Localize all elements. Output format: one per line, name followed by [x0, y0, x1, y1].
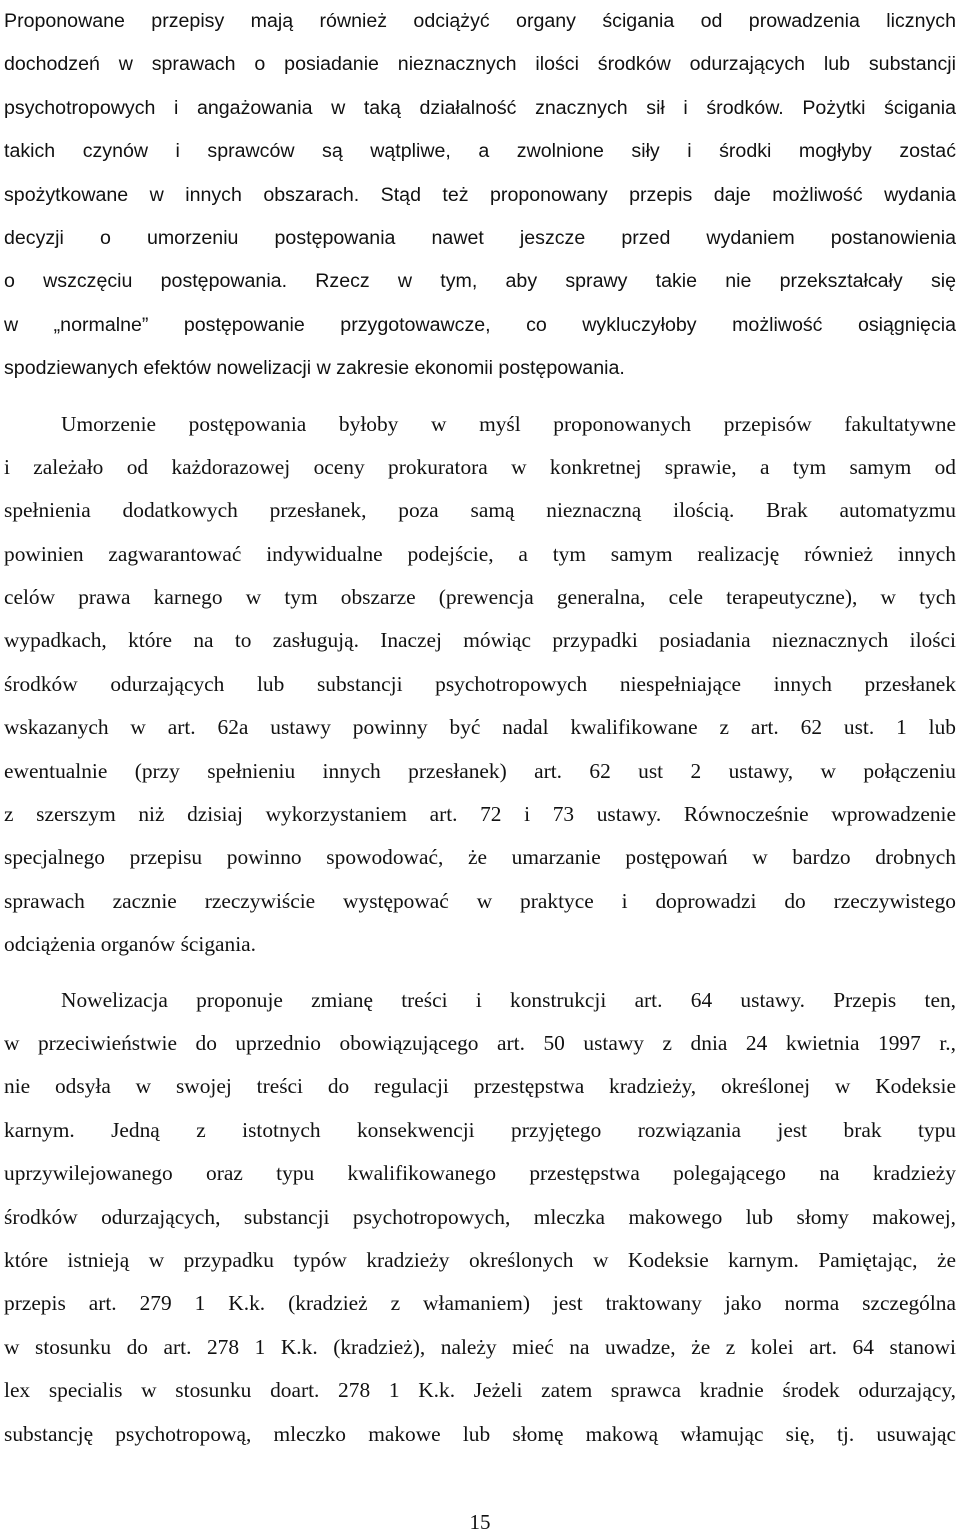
text-line: w stosunku do art. 278 1 K.k. (kradzież), należy mieć na uwadze, że z kolei art. 64 stanowi: [4, 1334, 956, 1359]
text-line: wskazanych w art. 62a ustawy powinny być nadal kwalifikowane z art. 62 ust. 1 lub: [4, 715, 956, 740]
text-line: takich czynów i sprawców są wątpliwe, a zwolnione siły i środki mogłyby zostać: [4, 140, 956, 163]
paragraph-2: [4, 403, 956, 967]
text-line: w przeciwieństwie do uprzednio obowiązującego art. 50 ustawy z dnia 24 kwietnia 1997 r.,: [4, 1030, 956, 1055]
text-line: Umorzenie postępowania byłoby w myśl proponowanych przepisów fakultatywne: [61, 411, 956, 436]
text-line: substancję psychotropową, mleczko makowe lub słomę makową włamując się, tj. usuwając: [4, 1421, 956, 1446]
text-line: specjalnego przepisu powinno spowodować, że umarzanie postępowań w bardzo drobnych: [4, 845, 956, 870]
text-line: spożytkowane w innych obszarach. Stąd też proponowany przepis daje możliwość wydania: [4, 183, 956, 206]
text-line: i zależało od każdorazowej oceny prokuratora w konkretnej sprawie, a tym samym od: [4, 454, 956, 479]
text-line: karnym. Jedną z istotnych konsekwencji przyjętego rozwiązania jest brak typu: [4, 1117, 956, 1142]
text-line: wypadkach, które na to zasługują. Inaczej mówiąc przypadki posiadania nieznacznych ilości: [4, 628, 956, 653]
page-number: 15: [469, 1510, 491, 1534]
text-line: celów prawa karnego w tym obszarze (prewencja generalna, cele terapeutyczne), w tych: [4, 585, 956, 610]
text-line: które istnieją w przypadku typów kradzieży określonych w Kodeksie karnym. Pamiętając, że: [4, 1247, 956, 1272]
text-line: dochodzeń w sprawach o posiadanie nieznacznych ilości środków odurzających lub substancji: [4, 53, 956, 76]
document-body: [4, 0, 956, 1456]
text-line: o wszczęciu postępowania. Rzecz w tym, aby sprawy takie nie przekształcały się: [4, 270, 956, 293]
text-line: ewentualnie (przy spełnieniu innych przesłanek) art. 62 ust 2 ustawy, w połączeniu: [4, 758, 956, 783]
text-line: Proponowane przepisy mają również odciążyć organy ścigania od prowadzenia licznych: [4, 10, 956, 32]
text-line: przepis art. 279 1 K.k. (kradzież z włamaniem) jest traktowany jako norma szczególna: [4, 1291, 956, 1316]
text-line: odciążenia organów ścigania.: [4, 932, 257, 957]
text-line: środków odurzających lub substancji psychotropowych niespełniające innych przesłanek: [4, 671, 956, 696]
text-line: psychotropowych i angażowania w taką działalność znacznych sił i środków. Pożytki ścigania: [4, 96, 956, 119]
paragraph-3: [4, 979, 956, 1456]
text-line: lex specialis w stosunku doart. 278 1 K.k. Jeżeli zatem sprawca kradnie środek odurzający,: [4, 1378, 956, 1403]
text-line: spełnienia dodatkowych przesłanek, poza samą nieznaczną ilością. Brak automatyzmu: [4, 498, 956, 523]
text-line: powinien zagwarantować indywidualne podejście, a tym samym realizację również innych: [4, 541, 956, 566]
text-line: nie odsyła w swojej treści do regulacji przestępstwa kradzieży, określonej w Kodeksie: [4, 1074, 956, 1099]
paragraph-1: [4, 0, 956, 391]
text-line: decyzji o umorzeniu postępowania nawet jeszcze przed wydaniem postanowienia: [4, 226, 956, 249]
text-line: środków odurzających, substancji psychotropowych, mleczka makowego lub słomy makowej,: [4, 1204, 956, 1229]
paragraph-gap: [4, 967, 956, 979]
text-line: uprzywilejowanego oraz typu kwalifikowanego przestępstwa polegającego na kradzieży: [4, 1161, 956, 1186]
text-line: z szerszym niż dzisiaj wykorzystaniem art. 72 i 73 ustawy. Równocześnie wprowadzenie: [4, 802, 956, 827]
text-line: sprawach zacznie rzeczywiście występować w praktyce i doprowadzi do rzeczywistego: [4, 888, 956, 913]
text-line: spodziewanych efektów nowelizacji w zakresie ekonomii postępowania.: [4, 357, 625, 380]
text-line: w „normalne” postępowanie przygotowawcze, co wykluczyłoby możliwość osiągnięcia: [4, 313, 956, 336]
text-line: Nowelizacja proponuje zmianę treści i konstrukcji art. 64 ustawy. Przepis ten,: [61, 987, 956, 1012]
paragraph-gap: [4, 391, 956, 403]
